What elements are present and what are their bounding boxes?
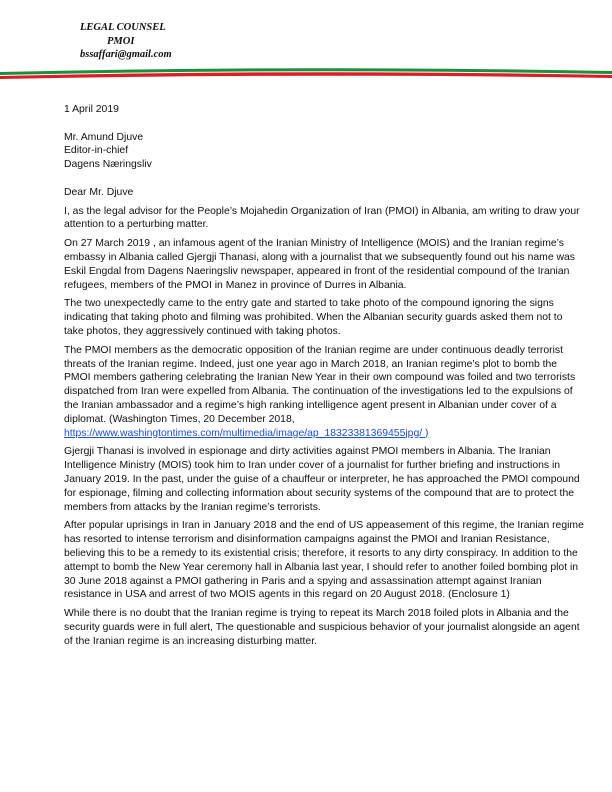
- letterhead-org: PMOI: [107, 35, 135, 47]
- letter-date: 1 April 2019: [64, 104, 119, 115]
- paragraph: On 27 March 2019 , an infamous agent of the Iranian Ministry of Intelligence (MOIS) and the Iranian regime’s embassy in Albania called Gjergji Thanasi, along with a journalist that we subsequently found out his name was Eskil Engdal from Dagens Naeringsliv newspaper, appeared in front of the residential compound of the Iranian refugees, members of the PMOI in Manez in province of Durres in Albania.: [64, 238, 575, 291]
- paragraph-text: The PMOI members as the democratic opposition of the Iranian regime are under continuous deadly terrorist threats of the Iranian regime. Indeed, just one year ago in March 2018, an Iranian regime’s plot to bomb the PMOI members gathering celebrating the Iranian New Year in their own compound was foiled and two terrorists dispatched from Iran were expelled from Albania. The continuation of the investigations led to the expulsions of the Iranian ambassador and a regime’s high ranking intelligence agent present in Albanian under cover of a diplomat. (Washington Times, 20 December 2018,: [64, 344, 576, 425]
- tricolor-divider: [0, 66, 612, 82]
- paragraph: I, as the legal advisor for the People’s Mojahedin Organization of Iran (PMOI) in Albania, am writing to draw your attention to a perturbing matter.: [64, 205, 580, 231]
- recipient-publication: Dagens Næringsliv: [64, 159, 152, 171]
- paragraph: Gjergji Thanasi is involved in espionage and dirty activities against PMOI members in Albania. The Iranian Intelligence Ministry (MOIS) took him to Iran under cover of a journalist for further briefing and instructions in January 2019. In the past, under the guise of a chauffeur or interpreter, he has approached the PMOI compound for espionage, filming and collecting information about security systems of the compound that are to protect the members from attacks by the Iranian regime’s terrorists.: [64, 446, 580, 513]
- letterhead-email: bssaffari@gmail.com: [80, 49, 172, 60]
- letterhead: [80, 21, 172, 62]
- paragraph: After popular uprisings in Iran in January 2018 and the end of US appeasement of this regime, the Iranian regime has resorted to intense terrorism and disinformation campaigns against the PMOI and Iranian Resistance, believing this to be a remedy to its existential crisis; therefore, it resorts to any dirty conspiracy. In addition to the attempt to bomb the New Year ceremony hall in Albania last year, I should refer to another foiled bombing plot in 30 June 2018 against a PMOI gathering in Paris and a spying and assassination attempt against Iranian resistance in USA and arrest of two MOIS agents in this regard on 20 August 2018. (Enclosure 1): [64, 520, 584, 601]
- red-stripe: [0, 72, 612, 79]
- letter-body: [64, 103, 584, 653]
- letterhead-title: LEGAL COUNSEL: [80, 22, 166, 33]
- recipient-title: Editor-in-chief: [64, 145, 129, 157]
- recipient-name: Mr. Amund Djuve: [64, 131, 144, 143]
- paragraph: [64, 344, 584, 441]
- paragraph: While there is no doubt that the Iranian regime is trying to repeat its March 2018 foiled plots in Albania and the security guards were in full alert, The questionable and suspicious behavior of your journalist alongside an agent of the Iranian regime is an increasing disturbing matter.: [64, 608, 580, 647]
- paragraph: The two unexpectedly came to the entry gate and started to take photo of the compound ignoring the signs indicating that taking photo and filming was prohibited. When the Albanian security guards asked them not to take photos, they aggressively continued with taking photos.: [64, 298, 563, 337]
- washington-times-link[interactable]: https://www.washingtontimes.com/multimedia/image/ap_18323381369455jpg/ ): [64, 427, 429, 439]
- salutation: Dear Mr. Djuve: [64, 186, 134, 198]
